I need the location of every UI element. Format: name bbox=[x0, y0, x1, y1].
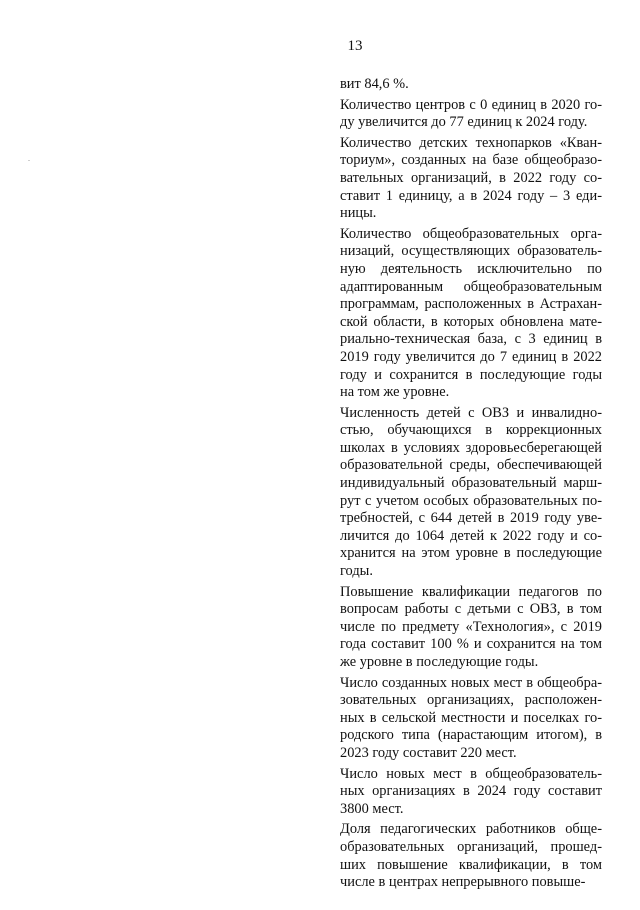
text-line: школах в условиях здоровьесберегающей bbox=[340, 439, 602, 456]
page-number: 13 bbox=[347, 38, 363, 54]
text-line: риально-техническая база, с 3 единиц в bbox=[340, 331, 602, 348]
text-line: требностей, с 644 детей в 2019 году уве- bbox=[340, 510, 602, 527]
text-line: ных в сельской местности и поселках го- bbox=[340, 709, 602, 726]
text-line: индивидуальный образовательный марш- bbox=[340, 475, 602, 492]
paragraph bbox=[340, 584, 602, 672]
paragraph bbox=[340, 821, 602, 891]
paragraph bbox=[340, 76, 602, 94]
text-line: адаптированным общеобразовательным bbox=[340, 278, 602, 295]
text-line: Количество общеобразовательных орга- bbox=[340, 225, 602, 242]
text-line: Количество центров с 0 единиц в 2020 го- bbox=[340, 96, 602, 113]
paragraph bbox=[340, 675, 602, 763]
text-line: личится до 1064 детей к 2022 году и со- bbox=[340, 527, 602, 544]
text-line: ториум», созданных на базе общеобразо- bbox=[340, 152, 602, 169]
text-line: низаций, осуществляющих образователь- bbox=[340, 243, 602, 260]
text-line: ших повышение квалификации, в том bbox=[340, 856, 602, 873]
text-line: вопросам работы с детьми с ОВЗ, в том bbox=[340, 601, 602, 618]
text-line: программам, расположенных в Астрахан- bbox=[340, 296, 602, 313]
paragraph bbox=[340, 226, 602, 402]
text-line: вит 84,6 %. bbox=[340, 76, 409, 92]
text-line: Повышение квалификации педагогов по bbox=[340, 583, 602, 600]
text-line: образовательной среды, обеспечивающей bbox=[340, 457, 602, 474]
text-line: стью, обучающихся в коррекционных bbox=[340, 422, 602, 439]
text-line: ской области, в которых обновлена мате- bbox=[340, 313, 602, 330]
text-line: года составит 100 % и сохранится на том bbox=[340, 636, 602, 653]
text-line: образовательных организаций, прошед- bbox=[340, 838, 602, 855]
text-line: Численность детей с ОВЗ и инвалидно- bbox=[340, 404, 602, 421]
text-line: ду увеличится до 77 единиц к 2024 году. bbox=[340, 114, 588, 131]
paragraph bbox=[340, 135, 602, 223]
text-line: числе в центрах непрерывного повыше- bbox=[340, 874, 586, 891]
text-line: ставит 1 единицу, а в 2024 году – 3 еди- bbox=[340, 187, 602, 204]
text-line: году и сохранится в последующие годы bbox=[340, 366, 602, 383]
text-line: зовательных организациях, расположен- bbox=[340, 692, 602, 709]
text-line: вательных организаций, в 2022 году со- bbox=[340, 169, 602, 186]
text-line: на том же уровне. bbox=[340, 384, 450, 401]
text-line: рут с учетом особых образовательных по- bbox=[340, 492, 602, 509]
text-line: родского типа (нарастающим итогом), в bbox=[340, 727, 602, 744]
paragraph bbox=[340, 766, 602, 819]
text-line: же уровне в последующие годы. bbox=[340, 654, 539, 670]
paragraph bbox=[340, 405, 602, 581]
text-line: годы. bbox=[340, 563, 373, 580]
text-line: ную деятельность исключительно по bbox=[340, 260, 602, 277]
text-line: ных организациях в 2024 году составит bbox=[340, 783, 602, 800]
text-line: Число новых мест в общеобразователь- bbox=[340, 765, 602, 782]
paragraph bbox=[340, 97, 602, 132]
text-line: Доля педагогических работников обще- bbox=[340, 821, 602, 838]
document-text-column bbox=[340, 76, 602, 895]
scan-speck bbox=[28, 160, 30, 161]
text-line: числе по предмету «Технология», с 2019 bbox=[340, 618, 602, 635]
text-line: Число созданных новых мест в общеобра- bbox=[340, 674, 602, 691]
text-line: Количество детских технопарков «Кван- bbox=[340, 134, 602, 151]
text-line: хранится на этом уровне в последующие bbox=[340, 545, 602, 562]
text-line: 2023 году составит 220 мест. bbox=[340, 744, 517, 761]
text-line: ницы. bbox=[340, 205, 377, 222]
text-line: 3800 мест. bbox=[340, 800, 404, 817]
text-line: 2019 году увеличится до 7 единиц в 2022 bbox=[340, 348, 602, 365]
